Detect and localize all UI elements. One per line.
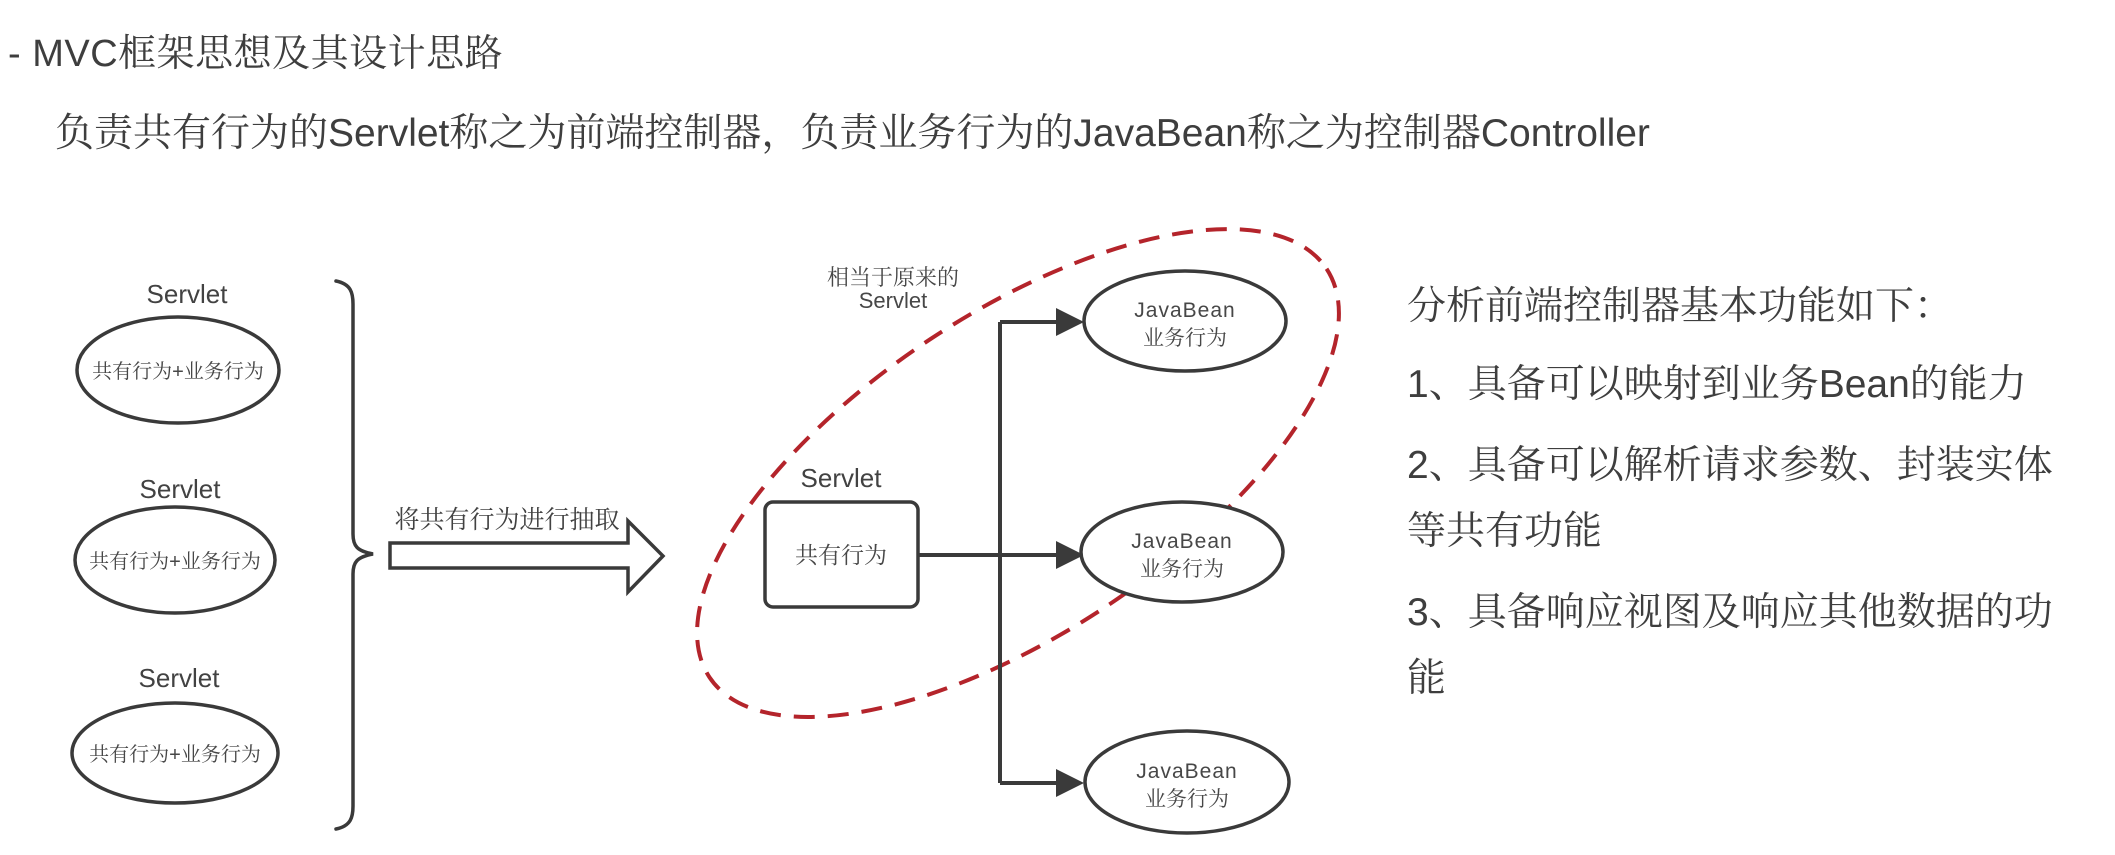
servlet-body-text: 共有行为+业务行为	[92, 361, 264, 383]
legacy-servlet-group-3	[72, 663, 278, 803]
servlet-body-text: 共有行为+业务行为	[89, 744, 261, 766]
group-brace	[336, 281, 373, 829]
javabean-group-1	[1084, 271, 1286, 371]
controller-notes	[1407, 274, 2057, 727]
servlet-label: Servlet	[146, 279, 228, 309]
notes-item-1: 1、具备可以映射到业务Bean的能力	[1407, 363, 2027, 406]
javabean-body-text: 业务行为	[1143, 327, 1227, 350]
connector-lines	[918, 322, 1056, 783]
notes-item-3: 3、具备响应视图及响应其他数据的功能	[1407, 591, 2053, 700]
arrowhead-bottom	[1056, 769, 1084, 797]
front-controller-body-text: 共有行为	[795, 542, 887, 568]
legacy-servlet-group-2	[75, 474, 275, 613]
javabean-name-text: JavaBean	[1136, 760, 1238, 783]
javabean-body-text: 业务行为	[1140, 558, 1224, 581]
servlet-label: Servlet	[139, 474, 221, 504]
page-subtitle: 负责共有行为的Servlet称之为前端控制器，负责业务行为的JavaBean称之为控制器Controller	[55, 112, 1650, 155]
arrowhead-top	[1056, 308, 1084, 336]
front-controller-label: Servlet	[800, 463, 882, 493]
javabean-name-text: JavaBean	[1134, 299, 1236, 322]
notes-item-2: 2、具备可以解析请求参数、封装实体等共有功能	[1407, 444, 2053, 553]
annotation-line2: Servlet	[858, 288, 928, 313]
extract-arrow-label: 将共有行为进行抽取	[394, 506, 620, 534]
page-title: - MVC框架思想及其设计思路	[8, 33, 504, 75]
javabean-name-text: JavaBean	[1131, 530, 1233, 553]
annotation-line1: 相当于原来的	[826, 265, 960, 290]
red-dashed-ellipse	[621, 135, 1415, 810]
front-controller-group	[765, 463, 918, 607]
servlet-label: Servlet	[138, 663, 220, 693]
legacy-servlet-group-1	[77, 279, 279, 423]
servlet-body-text: 共有行为+业务行为	[89, 551, 261, 573]
javabean-group-3	[1085, 731, 1289, 833]
javabean-group-2	[1081, 502, 1283, 602]
javabean-body-text: 业务行为	[1145, 788, 1229, 811]
notes-heading: 分析前端控制器基本功能如下：	[1407, 285, 1954, 328]
